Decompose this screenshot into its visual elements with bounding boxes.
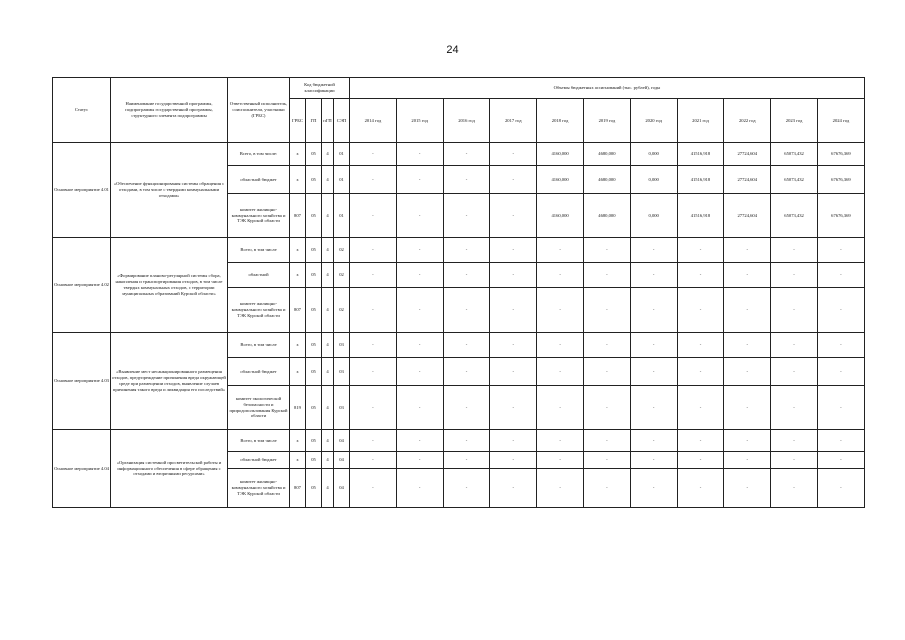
value-cell: 27724,604 <box>724 194 771 238</box>
value-cell: - <box>350 263 397 288</box>
value-cell: 41516,918 <box>677 166 724 194</box>
value-cell: - <box>771 386 818 430</box>
value-cell: - <box>630 288 677 333</box>
measure-name: «Выявление мест несанкционированного размещения отходов, предупреждение причинения вреда окружающей среде при размещении отходов, выявление случаев причинения такого вреда и ликвидация его последствий» <box>111 333 228 430</box>
value-cell: - <box>677 358 724 386</box>
value-cell: - <box>630 358 677 386</box>
value-cell: - <box>443 469 490 508</box>
value-cell: - <box>583 452 630 469</box>
value-cell: - <box>817 386 864 430</box>
executor-cell: областной бюджет <box>228 452 290 469</box>
code-sep-cell: 03 <box>334 333 350 358</box>
value-cell: - <box>443 143 490 166</box>
header-code-grbs: ГРБС <box>290 99 306 143</box>
measure-status: Основное мероприятие 4.02 <box>53 238 111 333</box>
value-cell: - <box>817 430 864 452</box>
value-cell: - <box>630 386 677 430</box>
value-cell: - <box>724 288 771 333</box>
value-cell: - <box>817 358 864 386</box>
value-cell: - <box>677 469 724 508</box>
value-cell: - <box>396 194 443 238</box>
value-cell: - <box>583 430 630 452</box>
code-sep-cell: 02 <box>334 288 350 333</box>
executor-cell: Всего, в том числе <box>228 430 290 452</box>
value-cell: - <box>396 386 443 430</box>
code-sep-cell: 02 <box>334 238 350 263</box>
value-cell: - <box>443 333 490 358</box>
value-cell: - <box>677 386 724 430</box>
header-year: 2022 год <box>724 99 771 143</box>
header-code-gp: ГП <box>306 99 322 143</box>
value-cell: - <box>817 288 864 333</box>
value-cell: - <box>771 333 818 358</box>
value-cell: - <box>490 288 537 333</box>
value-cell: - <box>350 358 397 386</box>
value-cell: - <box>677 288 724 333</box>
value-cell: - <box>396 452 443 469</box>
header-year: 2020 год <box>630 99 677 143</box>
value-cell: - <box>537 386 584 430</box>
header-year: 2019 год <box>583 99 630 143</box>
value-cell: - <box>350 452 397 469</box>
value-cell: - <box>537 263 584 288</box>
value-cell: 65073,432 <box>771 166 818 194</box>
value-cell: - <box>490 430 537 452</box>
value-cell: - <box>537 358 584 386</box>
code-sep-cell: 02 <box>334 263 350 288</box>
header-executor: Ответственный исполнитель, соисполнители, участники (ГРБС) <box>228 78 290 143</box>
page-number: 24 <box>446 44 459 56</box>
code-pgp-cell: 4 <box>322 358 334 386</box>
value-cell: - <box>443 386 490 430</box>
value-cell: - <box>396 143 443 166</box>
code-sep-cell: 03 <box>334 386 350 430</box>
code-grbs-cell: x <box>290 238 306 263</box>
code-sep-cell: 01 <box>334 194 350 238</box>
value-cell: - <box>771 469 818 508</box>
value-cell: - <box>771 358 818 386</box>
executor-cell: Всего, в том числе <box>228 238 290 263</box>
table-body <box>53 143 865 508</box>
code-pgp-cell: 4 <box>322 386 334 430</box>
code-gp-cell: 05 <box>306 143 322 166</box>
value-cell: - <box>443 358 490 386</box>
value-cell: - <box>350 386 397 430</box>
code-pgp-cell: 4 <box>322 430 334 452</box>
header-year: 2018 год <box>537 99 584 143</box>
code-pgp-cell: 4 <box>322 469 334 508</box>
code-sep-cell: 04 <box>334 469 350 508</box>
value-cell: - <box>630 263 677 288</box>
value-cell: - <box>537 430 584 452</box>
value-cell: - <box>817 238 864 263</box>
value-cell: - <box>771 288 818 333</box>
value-cell: - <box>537 469 584 508</box>
value-cell: - <box>396 430 443 452</box>
value-cell: - <box>490 452 537 469</box>
code-sep-cell: 01 <box>334 166 350 194</box>
value-cell: 67676,369 <box>817 194 864 238</box>
value-cell: - <box>583 358 630 386</box>
header-name: Наименование государственной программы, подпрограммы государственной программы, структурного элемента подпрограммы <box>111 78 228 143</box>
header-year: 2017 год <box>490 99 537 143</box>
value-cell: - <box>817 263 864 288</box>
value-cell: 4680,000 <box>583 194 630 238</box>
executor-cell: комитет жилищно-коммунального хозяйства и ТЭК Курской области <box>228 469 290 508</box>
code-grbs-cell: x <box>290 333 306 358</box>
value-cell: - <box>443 238 490 263</box>
value-cell: - <box>630 469 677 508</box>
code-grbs-cell: x <box>290 166 306 194</box>
code-gp-cell: 05 <box>306 288 322 333</box>
value-cell: 65073,432 <box>771 143 818 166</box>
value-cell: - <box>490 469 537 508</box>
executor-cell: комитет жилищно-коммунального хозяйства и ТЭК Курской области <box>228 288 290 333</box>
value-cell: - <box>537 288 584 333</box>
value-cell: - <box>817 452 864 469</box>
value-cell: 27724,604 <box>724 143 771 166</box>
value-cell: - <box>350 194 397 238</box>
table-row <box>53 333 865 358</box>
measure-status: Основное мероприятие 4.01 <box>53 143 111 238</box>
value-cell: - <box>724 386 771 430</box>
value-cell: - <box>350 430 397 452</box>
executor-cell: Всего, в том числе: <box>228 143 290 166</box>
executor-cell: областной <box>228 263 290 288</box>
value-cell: - <box>724 238 771 263</box>
value-cell: - <box>724 333 771 358</box>
value-cell: 41516,918 <box>677 194 724 238</box>
code-gp-cell: 05 <box>306 452 322 469</box>
value-cell: - <box>350 166 397 194</box>
code-pgp-cell: 4 <box>322 288 334 333</box>
code-sep-cell: 04 <box>334 452 350 469</box>
value-cell: - <box>677 430 724 452</box>
value-cell: - <box>443 263 490 288</box>
value-cell: 67676,369 <box>817 143 864 166</box>
value-cell: - <box>443 430 490 452</box>
code-sep-cell: 04 <box>334 430 350 452</box>
header-year: 2021 год <box>677 99 724 143</box>
code-grbs-cell: 807 <box>290 288 306 333</box>
value-cell: - <box>443 452 490 469</box>
value-cell: 4160,000 <box>537 194 584 238</box>
value-cell: - <box>490 358 537 386</box>
value-cell: 27724,604 <box>724 166 771 194</box>
code-pgp-cell: 4 <box>322 333 334 358</box>
code-sep-cell: 01 <box>334 143 350 166</box>
value-cell: - <box>724 263 771 288</box>
code-pgp-cell: 4 <box>322 452 334 469</box>
value-cell: - <box>537 333 584 358</box>
header-code-pgp: пГП <box>322 99 334 143</box>
value-cell: 0,000 <box>630 143 677 166</box>
value-cell: - <box>583 238 630 263</box>
value-cell: - <box>537 238 584 263</box>
budget-table <box>52 77 865 508</box>
value-cell: 41516,918 <box>677 143 724 166</box>
value-cell: - <box>817 469 864 508</box>
value-cell: - <box>443 194 490 238</box>
value-cell: - <box>771 452 818 469</box>
value-cell: 4680,000 <box>583 143 630 166</box>
executor-cell: комитет экологической безопасности и природопользования Курской области <box>228 386 290 430</box>
code-pgp-cell: 4 <box>322 194 334 238</box>
value-cell: - <box>490 263 537 288</box>
measure-name: «Организация системной просветительской работы и информационного обеспечения в сфере обращения с отходами и вторичными ресурсами» <box>111 430 228 508</box>
code-grbs-cell: 819 <box>290 386 306 430</box>
value-cell: - <box>350 238 397 263</box>
measure-name: «Формирование планово-регулярной системы сбора, накопления и транспортирования отходов, в том числе твердых коммунальных отходов, с территории муниципальных образований Курской области» <box>111 238 228 333</box>
executor-cell: Всего, в том числе <box>228 333 290 358</box>
value-cell: - <box>630 333 677 358</box>
value-cell: - <box>490 386 537 430</box>
value-cell: - <box>396 263 443 288</box>
value-cell: - <box>724 358 771 386</box>
code-grbs-cell: 807 <box>290 469 306 508</box>
value-cell: - <box>630 238 677 263</box>
measure-status: Основное мероприятие 4.04 <box>53 430 111 508</box>
value-cell: - <box>583 469 630 508</box>
value-cell: - <box>490 238 537 263</box>
value-cell: 0,000 <box>630 194 677 238</box>
value-cell: 4160,000 <box>537 166 584 194</box>
value-cell: - <box>443 288 490 333</box>
value-cell: - <box>583 263 630 288</box>
code-grbs-cell: x <box>290 143 306 166</box>
value-cell: - <box>490 143 537 166</box>
value-cell: 65073,432 <box>771 194 818 238</box>
header-year: 2023 год <box>771 99 818 143</box>
value-cell: - <box>583 288 630 333</box>
header-volumes-group: Объемы бюджетных ассигнований (тыс. рублей), годы <box>350 78 865 99</box>
code-pgp-cell: 4 <box>322 238 334 263</box>
value-cell: - <box>490 194 537 238</box>
value-cell: - <box>350 288 397 333</box>
code-grbs-cell: x <box>290 452 306 469</box>
value-cell: - <box>396 166 443 194</box>
measure-status: Основное мероприятие 4.03 <box>53 333 111 430</box>
value-cell: - <box>771 263 818 288</box>
code-pgp-cell: 4 <box>322 143 334 166</box>
value-cell: - <box>350 469 397 508</box>
executor-cell: областной бюджет <box>228 358 290 386</box>
value-cell: - <box>350 143 397 166</box>
header-year: 2014 год <box>350 99 397 143</box>
value-cell: - <box>443 166 490 194</box>
code-gp-cell: 05 <box>306 238 322 263</box>
header-status: Статус <box>53 78 111 143</box>
code-gp-cell: 05 <box>306 263 322 288</box>
value-cell: - <box>677 263 724 288</box>
code-gp-cell: 05 <box>306 194 322 238</box>
value-cell: - <box>396 333 443 358</box>
header-codes-group: Код бюджетной классификации <box>290 78 350 99</box>
code-pgp-cell: 4 <box>322 263 334 288</box>
value-cell: - <box>724 430 771 452</box>
value-cell: - <box>490 166 537 194</box>
value-cell: - <box>677 452 724 469</box>
value-cell: - <box>583 386 630 430</box>
value-cell: - <box>490 333 537 358</box>
value-cell: 67676,369 <box>817 166 864 194</box>
code-sep-cell: 03 <box>334 358 350 386</box>
value-cell: - <box>724 469 771 508</box>
value-cell: - <box>396 288 443 333</box>
code-grbs-cell: x <box>290 263 306 288</box>
code-gp-cell: 05 <box>306 469 322 508</box>
value-cell: - <box>677 238 724 263</box>
value-cell: - <box>724 452 771 469</box>
table-row <box>53 143 865 166</box>
code-gp-cell: 05 <box>306 166 322 194</box>
value-cell: - <box>396 469 443 508</box>
value-cell: - <box>677 333 724 358</box>
value-cell: - <box>350 333 397 358</box>
value-cell: 4680,000 <box>583 166 630 194</box>
code-grbs-cell: 807 <box>290 194 306 238</box>
value-cell: - <box>537 452 584 469</box>
code-gp-cell: 05 <box>306 358 322 386</box>
code-gp-cell: 05 <box>306 333 322 358</box>
value-cell: - <box>817 333 864 358</box>
measure-name: «Обеспечение функционирования системы обращения с отходами, в том числе с твердыми коммунальными отходами» <box>111 143 228 238</box>
table-row <box>53 430 865 452</box>
header-code-sep: СЭП <box>334 99 350 143</box>
header-year: 2024 год <box>817 99 864 143</box>
code-gp-cell: 05 <box>306 430 322 452</box>
value-cell: - <box>396 358 443 386</box>
executor-cell: комитет жилищно-коммунального хозяйства и ТЭК Курской области <box>228 194 290 238</box>
value-cell: - <box>771 238 818 263</box>
value-cell: - <box>396 238 443 263</box>
executor-cell: областной бюджет <box>228 166 290 194</box>
code-grbs-cell: x <box>290 358 306 386</box>
code-pgp-cell: 4 <box>322 166 334 194</box>
code-gp-cell: 05 <box>306 386 322 430</box>
value-cell: 0,000 <box>630 166 677 194</box>
value-cell: - <box>630 452 677 469</box>
value-cell: 4160,000 <box>537 143 584 166</box>
table-row <box>53 238 865 263</box>
value-cell: - <box>583 333 630 358</box>
header-year: 2015 год <box>396 99 443 143</box>
header-year: 2016 год <box>443 99 490 143</box>
code-grbs-cell: x <box>290 430 306 452</box>
value-cell: - <box>771 430 818 452</box>
value-cell: - <box>630 430 677 452</box>
